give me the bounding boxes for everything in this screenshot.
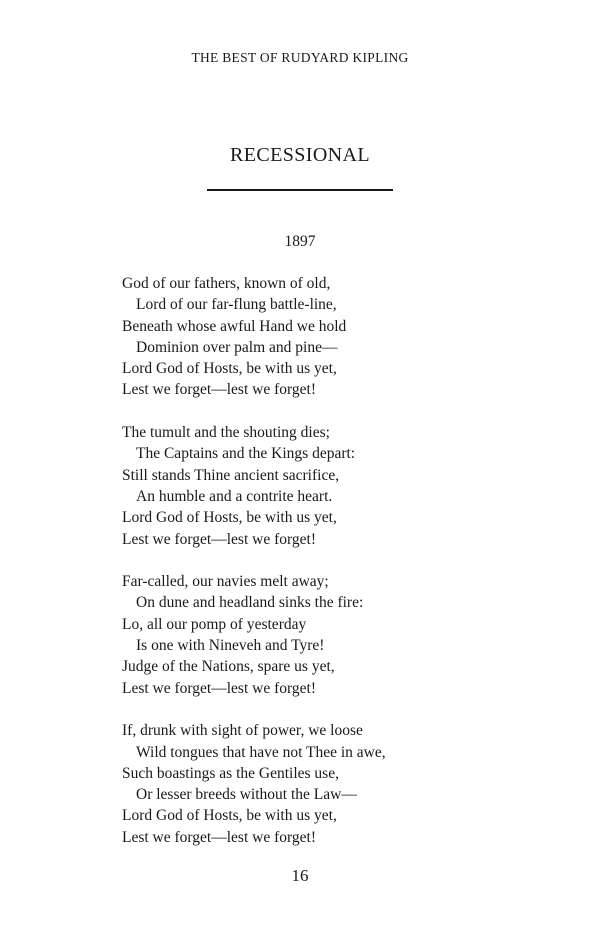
poem-line: Dominion over palm and pine— bbox=[136, 338, 338, 356]
poem-title: RECESSIONAL bbox=[230, 144, 370, 166]
poem-line: If, drunk with sight of power, we loose bbox=[122, 722, 363, 740]
poem-line: On dune and headland sinks the fire: bbox=[136, 594, 364, 612]
poem-line: God of our fathers, known of old, bbox=[122, 275, 331, 292]
stanza-2 bbox=[122, 422, 562, 550]
poem-line: The Captains and the Kings depart: bbox=[136, 445, 356, 463]
poem-line: Lest we forget—lest we forget! bbox=[122, 530, 316, 548]
running-head: THE BEST OF RUDYARD KIPLING bbox=[191, 50, 409, 65]
poem-line: Lord God of Hosts, be with us yet, bbox=[122, 509, 337, 527]
poem-line: Lest we forget—lest we forget! bbox=[122, 679, 316, 697]
poem-line: Far-called, our navies melt away; bbox=[122, 573, 329, 591]
poem-line: Still stands Thine ancient sacrifice, bbox=[122, 466, 340, 484]
poem-line: Is one with Nineveh and Tyre! bbox=[136, 637, 325, 655]
poem-year: 1897 bbox=[284, 233, 316, 250]
poem-line: Lord God of Hosts, be with us yet, bbox=[122, 807, 337, 825]
poem-line: Lest we forget—lest we forget! bbox=[122, 381, 316, 399]
page-number: 16 bbox=[291, 866, 309, 885]
stanza-3 bbox=[122, 571, 562, 699]
poem-line: An humble and a contrite heart. bbox=[136, 487, 333, 505]
poem-line: The tumult and the shouting dies; bbox=[122, 424, 330, 442]
poem-line: Wild tongues that have not Thee in awe, bbox=[136, 743, 386, 761]
poem-line: Such boastings as the Gentiles use, bbox=[122, 764, 339, 782]
poem-line: Beneath whose awful Hand we hold bbox=[122, 317, 347, 335]
poem-line: Lord God of Hosts, be with us yet, bbox=[122, 360, 337, 378]
title-rule bbox=[207, 189, 393, 191]
poem-body bbox=[122, 273, 562, 848]
poem-line: Judge of the Nations, spare us yet, bbox=[122, 658, 335, 676]
stanza-1 bbox=[122, 273, 562, 401]
poem-line: Lest we forget—lest we forget! bbox=[122, 828, 316, 846]
poem-line: Or lesser breeds without the Law— bbox=[136, 786, 357, 804]
poem-line: Lord of our far-flung battle-line, bbox=[136, 296, 337, 314]
poem-line: Lo, all our pomp of yesterday bbox=[122, 615, 307, 633]
stanza-4 bbox=[122, 720, 562, 848]
